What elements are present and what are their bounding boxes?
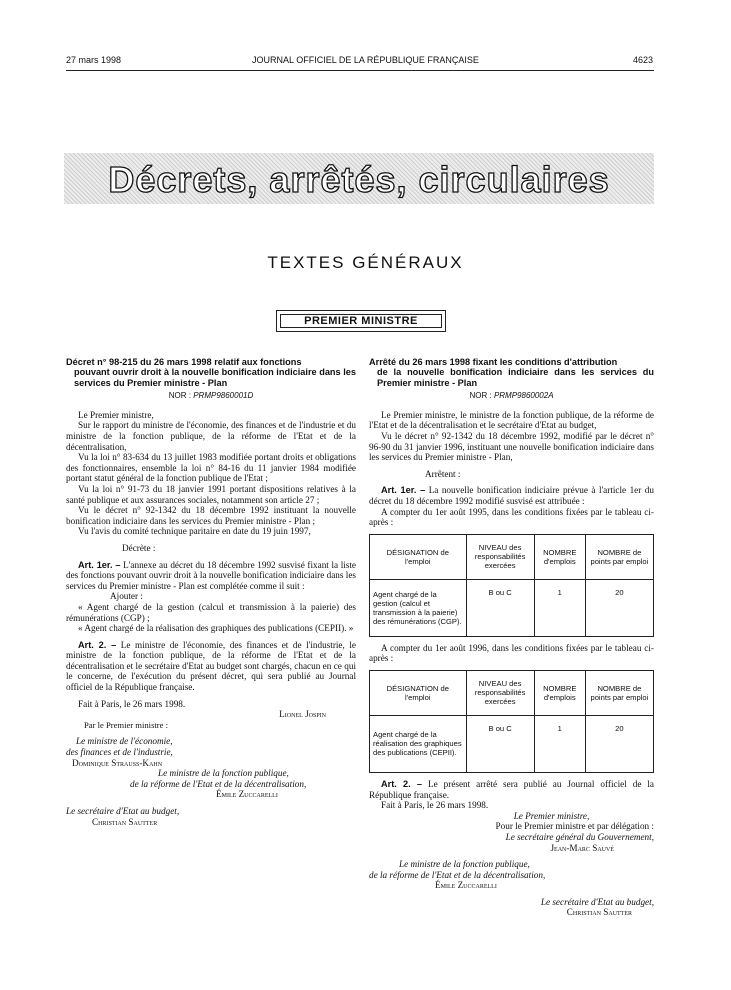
arrete-intro1: A compter du 1er août 1995, dans les conditions fixées par le tableau ci-après : bbox=[369, 506, 654, 528]
decree-art1 bbox=[66, 560, 356, 592]
decree-ajouter: Ajouter : bbox=[110, 591, 143, 602]
table-cell: Agent chargé de la réalisation des graphiques des publications (CEPII). bbox=[370, 715, 467, 772]
decree-nor bbox=[66, 391, 356, 402]
table-cell: 1 bbox=[534, 579, 585, 636]
header-page-number: 4623 bbox=[632, 55, 653, 65]
decree-nor-code: PRMP9860001D bbox=[193, 391, 254, 401]
table-cell: Agent chargé de la gestion (calcul et transmission à la paierie) des rémunérations (CGP). bbox=[370, 579, 467, 636]
arrete-nor bbox=[369, 391, 654, 402]
table-header-cell: NIVEAU des responsabilités exercées bbox=[466, 670, 534, 715]
decree-min-fp-2: de la réforme de l'Etat et de la décentralisation, bbox=[130, 778, 307, 789]
decree-min-eco-1: Le ministre de l'économie, bbox=[76, 736, 173, 747]
arrete-title-line2: de la nouvelle bonification indiciaire dans les services du Premier ministre - Plan bbox=[377, 367, 654, 388]
arrete-sec-budget: Le secrétaire d'Etat au budget, bbox=[540, 896, 654, 907]
decree-art1-text: L'annexe au décret du 18 décembre 1992 susvisé fixant la liste des fonctions pouvant ouvrir droit à la nouvelle bonification indiciaire dans les services du Premier ministre - Plan est complétée comme il suit : bbox=[66, 559, 357, 591]
decree-art2-label: Art. 2. – bbox=[78, 639, 117, 650]
decree-p6: Vu l'avis du comité technique paritaire en date du 19 juin 1997, bbox=[78, 526, 311, 537]
decree-sec-budget-name: Christian Sautter bbox=[92, 816, 158, 827]
decree-title-line2: pouvant ouvrir droit à la nouvelle bonification indiciaire dans les services du Premier ministre - Plan bbox=[74, 367, 356, 388]
table-header-row bbox=[370, 670, 654, 715]
arrete-art1 bbox=[369, 485, 654, 506]
arrete-secgen: Le secrétaire général du Gouvernement, bbox=[505, 831, 654, 842]
section-title: TEXTES GÉNÉRAUX bbox=[267, 253, 464, 272]
header-date: 27 mars 1998 bbox=[66, 55, 122, 65]
table-header-cell: NOMBRE d'emplois bbox=[534, 670, 585, 715]
header-rule bbox=[66, 70, 654, 71]
arrete-min-fp-2: de la réforme de l'Etat et de la décentralisation, bbox=[369, 869, 546, 880]
decree-p2: Sur le rapport du ministre de l'économie, des finances et de l'industrie et du ministre de la fonction publique, de la réforme de l'Etat et de la décentralisation, bbox=[66, 420, 356, 452]
table-cell: B ou C bbox=[466, 579, 534, 636]
decree-min-eco-name: Dominique Strauss-Kahn bbox=[72, 757, 163, 768]
table-row bbox=[370, 715, 654, 772]
decree-par-pm: Par le Premier ministre : bbox=[84, 719, 169, 730]
arrete-min-fp-1: Le ministre de la fonction publique, bbox=[399, 859, 530, 870]
ministry-label: PREMIER MINISTRE bbox=[280, 314, 442, 328]
section-banner bbox=[64, 153, 654, 204]
decree-title-line1: Décret n° 98-215 du 26 mars 1998 relatif aux fonctions bbox=[66, 357, 302, 367]
header-journal-title: JOURNAL OFFICIEL DE LA RÉPUBLIQUE FRANÇAISE bbox=[252, 55, 479, 65]
decree-art2-text: Le ministre de l'économie, des finances et de l'industrie, le ministre de la fonction publique, de la réforme de l'Etat et de la décentralisation et le secrétaire d'Etat au budget sont chargés, chacun en ce qui le concerne, de l'exécution du présent décret, qui sera publié au Journal officiel de la République française. bbox=[66, 639, 356, 693]
decree-quote1: « Agent chargé de la gestion (calcul et transmission à la paierie) des rémunérations (CGP) ; bbox=[66, 601, 356, 623]
table-header-row bbox=[370, 534, 654, 579]
table-cell: 20 bbox=[585, 579, 653, 636]
table-header-cell: NIVEAU des responsabilités exercées bbox=[466, 534, 534, 579]
arrete-column bbox=[369, 357, 654, 918]
decree-art1-label: Art. 1er. – bbox=[78, 559, 121, 570]
arrete-art2 bbox=[369, 779, 654, 800]
arrete-fait: Fait à Paris, le 26 mars 1998. bbox=[381, 800, 489, 811]
arrete-title bbox=[369, 357, 654, 388]
arrete-pm: Le Premier ministre, bbox=[513, 810, 590, 821]
nbi-table-1995 bbox=[369, 534, 654, 637]
decree-sec-budget: Le secrétaire d'Etat au budget, bbox=[66, 806, 180, 816]
decree-min-fp-1: Le ministre de la fonction publique, bbox=[158, 768, 289, 779]
arrete-art1-text: La nouvelle bonification indiciaire prévue à l'article 1er du décret du 18 décembre 1992 modifié susvisé est attribuée : bbox=[369, 485, 654, 506]
arrete-delegation: Pour le Premier ministre et par délégation : bbox=[495, 821, 654, 832]
decree-p3: Vu la loi n° 83-634 du 13 juillet 1983 modifiée portant droits et obligations des fonctionnaires, ensemble la loi n° 84-16 du 11 janvier 1984 modifiée portant statut général de la fonction publique de l'Etat ; bbox=[66, 452, 356, 484]
decree-column bbox=[66, 357, 356, 827]
ministry-box bbox=[276, 310, 446, 332]
table-header-cell: NOMBRE d'emplois bbox=[534, 534, 585, 579]
arrete-p1: Le Premier ministre, le ministre de la fonction publique, de la réforme de l'Etat et de la décentralisation et le secrétaire d'Etat au budget, bbox=[369, 409, 654, 431]
arrete-secgen-name: Jean-Marc Sauvé bbox=[550, 842, 614, 853]
decree-min-eco-2: des finances et de l'industrie, bbox=[66, 747, 173, 758]
arrete-nor-label: NOR : bbox=[469, 391, 492, 401]
arrete-arretent: Arrêtent : bbox=[425, 468, 461, 479]
decree-min-fp-name: Émile Zuccarelli bbox=[216, 789, 278, 800]
table-cell: B ou C bbox=[466, 715, 534, 772]
arrete-art2-text: Le présent arrêté sera publié au Journal officiel de la République française. bbox=[369, 778, 654, 800]
table-header-cell: NOMBRE de points par emploi bbox=[585, 670, 653, 715]
decree-p4: Vu la loi n° 91-73 du 18 janvier 1991 portant dispositions relatives à la santé publique et aux assurances sociales, notamment son article 27 ; bbox=[66, 483, 356, 505]
decree-nor-label: NOR : bbox=[168, 391, 191, 401]
arrete-p2: Vu le décret n° 92-1342 du 18 décembre 1992, modifié par le décret n° 96-90 du 31 janvier 1996, instituant une nouvelle bonification indiciaire dans les services du Premier ministre - Plan, bbox=[369, 431, 654, 463]
table-cell: 20 bbox=[585, 715, 653, 772]
table-cell: 1 bbox=[534, 715, 585, 772]
decree-title bbox=[66, 357, 356, 388]
table-header-cell: DÉSIGNATION de l'emploi bbox=[370, 670, 467, 715]
banner-title: Décrets, arrêtés, circulaires bbox=[108, 159, 610, 200]
table-row bbox=[370, 579, 654, 636]
arrete-sec-budget-name: Christian Sautter bbox=[566, 907, 632, 918]
table-header-cell: DÉSIGNATION de l'emploi bbox=[370, 534, 467, 579]
arrete-nor-code: PRMP9860002A bbox=[493, 391, 554, 401]
table-header-cell: NOMBRE de points par emploi bbox=[585, 534, 653, 579]
decree-sig-pm: Lionel Jospin bbox=[279, 709, 326, 720]
decree-quote2: « Agent chargé de la réalisation des graphiques des publications (CEPII). » bbox=[78, 623, 354, 634]
arrete-art1-label: Art. 1er. – bbox=[381, 485, 426, 496]
arrete-title-line1: Arrêté du 26 mars 1998 fixant les conditions d'attribution bbox=[369, 357, 618, 367]
decree-art2 bbox=[66, 640, 356, 693]
nbi-table-1996 bbox=[369, 670, 654, 773]
arrete-min-fp-name: Émile Zuccarelli bbox=[435, 880, 497, 891]
decree-p5: Vu le décret n° 92-1342 du 18 décembre 1992 instituant la nouvelle bonification indiciaire dans les services du Premier ministre - Plan ; bbox=[66, 505, 356, 526]
decree-fait: Fait à Paris, le 26 mars 1998. bbox=[78, 698, 186, 709]
arrete-art2-label: Art. 2. – bbox=[381, 778, 423, 789]
decree-decrete: Décrète : bbox=[122, 542, 156, 553]
arrete-intro2: A compter du 1er août 1996, dans les conditions fixées par le tableau ci-après : bbox=[369, 642, 654, 664]
decree-p1: Le Premier ministre, bbox=[78, 409, 154, 420]
